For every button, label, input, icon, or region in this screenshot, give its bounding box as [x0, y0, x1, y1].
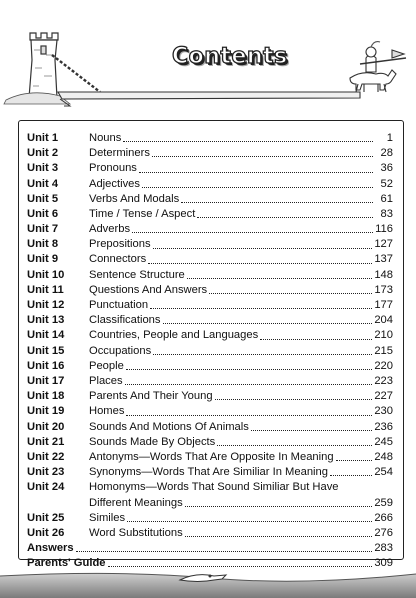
toc-title: Occupations	[89, 344, 152, 357]
dot-leader	[185, 505, 373, 507]
toc-entry	[27, 541, 393, 556]
dot-leader	[185, 535, 373, 537]
toc-unit-label: Unit 13	[27, 314, 65, 327]
toc-entry	[89, 207, 393, 222]
toc-entry	[89, 420, 393, 435]
toc-title: Questions And Answers	[89, 283, 208, 296]
toc-entry	[89, 344, 393, 359]
dot-leader	[187, 277, 373, 279]
toc-unit-label: Unit 25	[27, 511, 65, 524]
toc-entry	[89, 480, 393, 510]
toc-title: Sounds Made By Objects	[89, 435, 216, 448]
toc-title: Similes	[89, 511, 126, 524]
toc-unit-label: Unit 11	[27, 283, 64, 296]
toc-page-number: 309	[374, 557, 393, 570]
toc-unit-label: Unit 20	[27, 420, 65, 433]
toc-row	[27, 480, 393, 510]
toc-unit-label: Unit 24	[27, 481, 65, 494]
dot-leader	[139, 171, 373, 173]
toc-entry	[89, 313, 393, 328]
toc-page-number: 248	[374, 450, 393, 463]
toc-page-number: 28	[380, 147, 393, 160]
toc-page-number: 254	[374, 466, 393, 479]
dot-leader	[197, 216, 373, 218]
toc-title: Word Substitutions	[89, 526, 183, 539]
toc-entry	[89, 435, 393, 450]
toc-row	[27, 435, 393, 450]
dot-leader	[126, 368, 372, 370]
dot-leader	[76, 550, 373, 552]
toc-unit-label: Unit 21	[27, 435, 65, 448]
toc-page-number: 148	[374, 268, 393, 281]
toc-title: Different Meanings	[89, 496, 183, 509]
toc-entry	[89, 511, 393, 526]
toc-title: Countries, People and Languages	[89, 329, 259, 342]
toc-entry	[89, 389, 393, 404]
toc-page-number: 177	[374, 299, 393, 312]
toc-entry	[89, 298, 393, 313]
toc-title: Antonyms—Words That Are Opposite In Meaning	[89, 450, 334, 463]
toc-row	[27, 161, 393, 176]
toc-page-number: 266	[374, 511, 393, 524]
toc-title: Sounds And Motions Of Animals	[89, 420, 249, 433]
toc-row	[27, 465, 393, 480]
toc-title: Time / Tense / Aspect	[89, 207, 196, 220]
toc-entry	[89, 328, 393, 343]
toc-row	[27, 268, 393, 283]
toc-entry	[89, 283, 393, 298]
toc-row	[27, 283, 393, 298]
toc-row	[27, 131, 393, 146]
dot-leader	[126, 414, 372, 416]
toc-entry	[89, 404, 393, 419]
toc-title: Homonyms—Words That Sound Similiar But Have	[89, 481, 339, 494]
dot-leader	[181, 201, 373, 203]
toc-entry	[89, 192, 393, 207]
toc-page-number: 283	[374, 542, 393, 555]
dot-leader	[153, 353, 372, 355]
toc-row	[27, 222, 393, 237]
page-title: Contents	[172, 44, 288, 69]
toc-row	[27, 404, 393, 419]
toc-row	[27, 177, 393, 192]
dot-leader	[251, 429, 373, 431]
toc-unit-label: Unit 26	[27, 526, 65, 539]
toc-page-number: 36	[380, 162, 393, 175]
toc-entry	[89, 374, 393, 389]
toc-row	[27, 344, 393, 359]
dot-leader	[152, 155, 373, 157]
toc-row	[27, 146, 393, 161]
toc-unit-label: Unit 19	[27, 405, 65, 418]
toc-unit-label: Unit 7	[27, 223, 59, 236]
toc-entry	[89, 359, 393, 374]
toc-page-number: 210	[374, 329, 393, 342]
toc-page-number: 223	[374, 374, 393, 387]
toc-title: Adjectives	[89, 177, 140, 190]
toc-unit-label: Unit 12	[27, 299, 65, 312]
toc-unit-label: Unit 4	[27, 177, 59, 190]
toc-title: Synonyms—Words That Are Similiar In Meaning	[89, 466, 328, 479]
toc-row	[27, 207, 393, 222]
toc-entry	[89, 237, 393, 252]
toc-unit-label: Unit 14	[27, 329, 65, 342]
toc-page-number: 276	[374, 526, 393, 539]
toc-unit-label: Unit 22	[27, 450, 65, 463]
toc-title: Determiners	[89, 147, 150, 160]
dot-leader	[209, 292, 372, 294]
toc-row	[27, 237, 393, 252]
toc-page-number: 116	[375, 223, 393, 236]
toc-entry	[89, 526, 393, 541]
toc-entry	[89, 450, 393, 465]
toc-row	[27, 328, 393, 343]
toc-row	[27, 389, 393, 404]
toc-title: Punctuation	[89, 299, 149, 312]
toc-unit-label: Unit 17	[27, 374, 65, 387]
toc-row	[27, 192, 393, 207]
dot-leader	[125, 383, 373, 385]
toc-row	[27, 541, 393, 556]
footer-ground-decoration	[0, 566, 416, 598]
toc-row	[27, 253, 393, 268]
toc-page-number: 236	[374, 420, 393, 433]
dot-leader	[123, 140, 373, 142]
toc-row	[27, 359, 393, 374]
toc-page-number: 61	[380, 192, 393, 205]
toc-page-number: 259	[374, 496, 393, 509]
toc-title: Classifications	[89, 314, 161, 327]
dot-leader	[217, 444, 372, 446]
toc-title: Prepositions	[89, 238, 151, 251]
toc-unit-label: Unit 3	[27, 162, 59, 175]
toc-entry	[89, 252, 393, 267]
toc-page-number: 220	[374, 359, 393, 372]
dot-leader	[330, 474, 372, 476]
knight-on-horse-icon	[350, 42, 406, 92]
toc-unit-label: Unit 23	[27, 466, 65, 479]
toc-entry	[89, 131, 393, 146]
toc-title: Adverbs	[89, 223, 131, 236]
dot-leader	[132, 231, 373, 233]
toc-page-number: 215	[374, 344, 393, 357]
toc-unit-label: Unit 16	[27, 359, 65, 372]
toc-page-number: 230	[374, 405, 393, 418]
dot-leader	[148, 262, 372, 264]
toc-title: Sentence Structure	[89, 268, 185, 281]
toc-title: Places	[89, 374, 123, 387]
toc-page-number: 1	[386, 131, 393, 144]
toc-page-number: 204	[374, 314, 393, 327]
toc-row	[27, 313, 393, 328]
dot-leader	[163, 322, 373, 324]
toc-entry	[89, 222, 393, 237]
toc-entry	[89, 161, 393, 176]
toc-title: People	[89, 359, 124, 372]
toc-title: Pronouns	[89, 162, 137, 175]
toc-page-number: 227	[374, 390, 393, 403]
toc-unit-label: Unit 1	[27, 131, 59, 144]
toc-row	[27, 298, 393, 313]
toc-row	[27, 450, 393, 465]
toc-entry	[89, 146, 393, 161]
toc-unit-label: Unit 6	[27, 207, 59, 220]
toc-unit-label: Unit 15	[27, 344, 65, 357]
toc-row	[27, 374, 393, 389]
dot-leader	[150, 307, 372, 309]
dot-leader	[127, 520, 372, 522]
toc-entry	[89, 268, 393, 283]
toc-page-number: 173	[374, 283, 393, 296]
toc-unit-label: Unit 10	[27, 268, 65, 281]
contents-table	[18, 120, 404, 570]
toc-unit-label: Unit 9	[27, 253, 59, 266]
toc-page-number: 137	[374, 253, 393, 266]
toc-unit-label: Unit 18	[27, 390, 65, 403]
toc-row	[27, 420, 393, 435]
toc-entry	[89, 465, 393, 480]
dot-leader	[260, 338, 372, 340]
toc-row	[27, 511, 393, 526]
toc-title: Connectors	[89, 253, 147, 266]
toc-entry	[89, 177, 393, 192]
toc-page-number: 127	[374, 238, 393, 251]
toc-unit-label: Unit 8	[27, 238, 59, 251]
dot-leader	[153, 247, 373, 249]
toc-unit-label: Unit 5	[27, 192, 59, 205]
toc-section-label: Answers	[27, 542, 74, 555]
toc-page-number: 52	[380, 177, 393, 190]
toc-title: Verbs And Modals	[89, 192, 180, 205]
toc-page-number: 245	[374, 435, 393, 448]
dot-leader	[336, 459, 373, 461]
dot-leader	[215, 398, 373, 400]
dot-leader	[142, 186, 373, 188]
toc-title: Parents And Their Young	[89, 390, 213, 403]
toc-title-continuation	[89, 496, 393, 511]
toc-title: Homes	[89, 405, 125, 418]
toc-page-number: 83	[380, 207, 393, 220]
toc-section-label: Parents' Guide	[27, 557, 106, 570]
toc-unit-label: Unit 2	[27, 147, 59, 160]
contents-list	[27, 131, 393, 571]
toc-title: Nouns	[89, 131, 122, 144]
toc-row	[27, 526, 393, 541]
